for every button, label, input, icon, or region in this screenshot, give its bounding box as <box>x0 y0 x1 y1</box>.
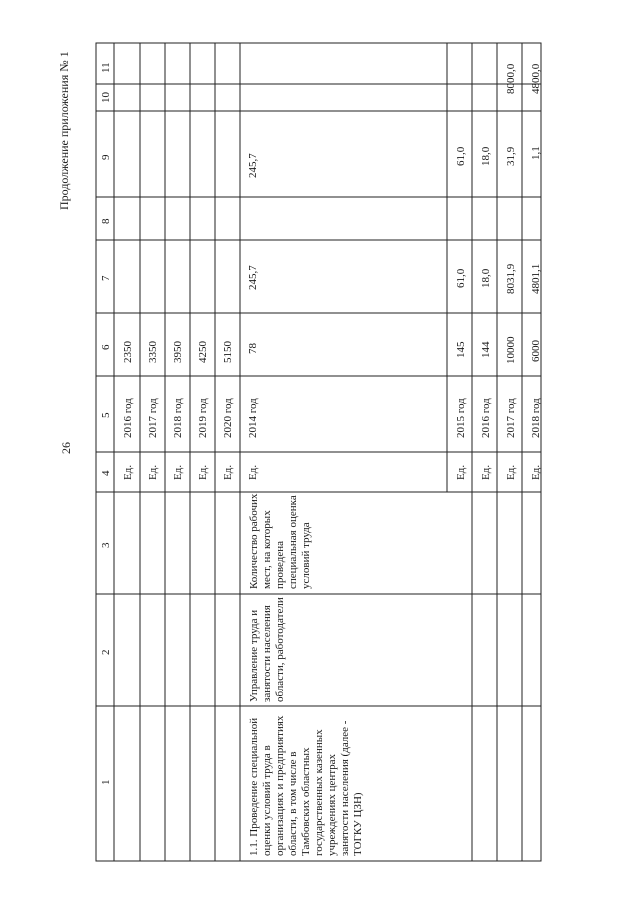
appendix-title: Продолжение приложения № 1 <box>57 51 71 210</box>
table-row-unit: Ед. <box>197 464 209 480</box>
group-row-c6: 145 <box>455 341 467 358</box>
col-number-9: 9 <box>100 154 112 160</box>
table-row-year: 2020 год <box>222 398 234 438</box>
group-row-c7: 245,7 <box>247 265 259 290</box>
group-row-year: 2016 год <box>480 398 492 438</box>
table-row-value: 5150 <box>222 341 234 363</box>
table-row-unit: Ед. <box>122 464 134 480</box>
col-number-1: 1 <box>100 779 112 785</box>
col-number-4: 4 <box>100 470 112 476</box>
group-row-year: 2015 год <box>455 398 467 438</box>
group-row-c7: 8031,9 <box>505 263 517 294</box>
table-row-value: 4250 <box>197 341 209 363</box>
group-row-year: 2018 год <box>530 398 542 438</box>
group-row-c6: 78 <box>247 343 259 354</box>
col-number-5: 5 <box>100 412 112 418</box>
table-row-unit: Ед. <box>172 464 184 480</box>
col-number-7: 7 <box>100 275 112 281</box>
group-row-year: 2014 год <box>247 398 259 438</box>
col-number-11: 11 <box>100 62 112 73</box>
group-row-unit: Ед. <box>480 464 492 480</box>
table-row-year: 2019 год <box>197 398 209 438</box>
table-row-year: 2018 год <box>172 398 184 438</box>
group-row-c9: 18,0 <box>480 146 492 166</box>
table-row-value: 3350 <box>147 341 159 363</box>
col-number-10: 10 <box>100 92 112 103</box>
table-row-value: 2350 <box>122 341 134 363</box>
table-row-unit: Ед. <box>222 464 234 480</box>
group-row-c11: 8000,0 <box>505 63 517 94</box>
group-row-c6: 10000 <box>505 336 517 364</box>
table-row-year: 2017 год <box>147 398 159 438</box>
col-number-6: 6 <box>100 344 112 350</box>
col-number-8: 8 <box>100 218 112 224</box>
activity-description: 1.1. Проведение специальной оценки условий труда в организациях и предприятиях области, в том числе в Тамбовских областных государственных казенных учреждениях центрах занятости населения (далее - ТОГКУ ЦЗН) <box>248 715 364 856</box>
group-row-unit: Ед. <box>505 464 517 480</box>
page-number: 26 <box>59 442 73 454</box>
group-row-c7: 4801,1 <box>530 263 542 294</box>
table-row-year: 2016 год <box>122 398 134 438</box>
group-row-c7: 18,0 <box>480 268 492 288</box>
group-row-c7: 61,0 <box>455 268 467 288</box>
group-row-c11: 4800,0 <box>530 63 542 94</box>
group-row-c9: 245,7 <box>247 153 259 178</box>
group-row-c6: 144 <box>480 341 492 358</box>
col-number-3: 3 <box>100 542 112 548</box>
executor-text: Управление труда и занятости населения области, работодатели <box>248 597 286 702</box>
group-row-c6: 6000 <box>530 340 542 362</box>
group-row-unit: Ед. <box>530 464 542 480</box>
group-row-c9: 31,9 <box>505 146 517 166</box>
group-row-unit: Ед. <box>455 464 467 480</box>
group-row-unit: Ед. <box>247 464 259 480</box>
table-row-unit: Ед. <box>147 464 159 480</box>
group-row-c9: 1,1 <box>530 146 542 160</box>
col-number-2: 2 <box>100 649 112 655</box>
group-row-c9: 61,0 <box>455 146 467 166</box>
table-row-value: 3950 <box>172 341 184 363</box>
group-row-year: 2017 год <box>505 398 517 438</box>
indicator-text: Количество рабочих мест, на которых проведена специальная оценка условий труда <box>248 493 312 589</box>
